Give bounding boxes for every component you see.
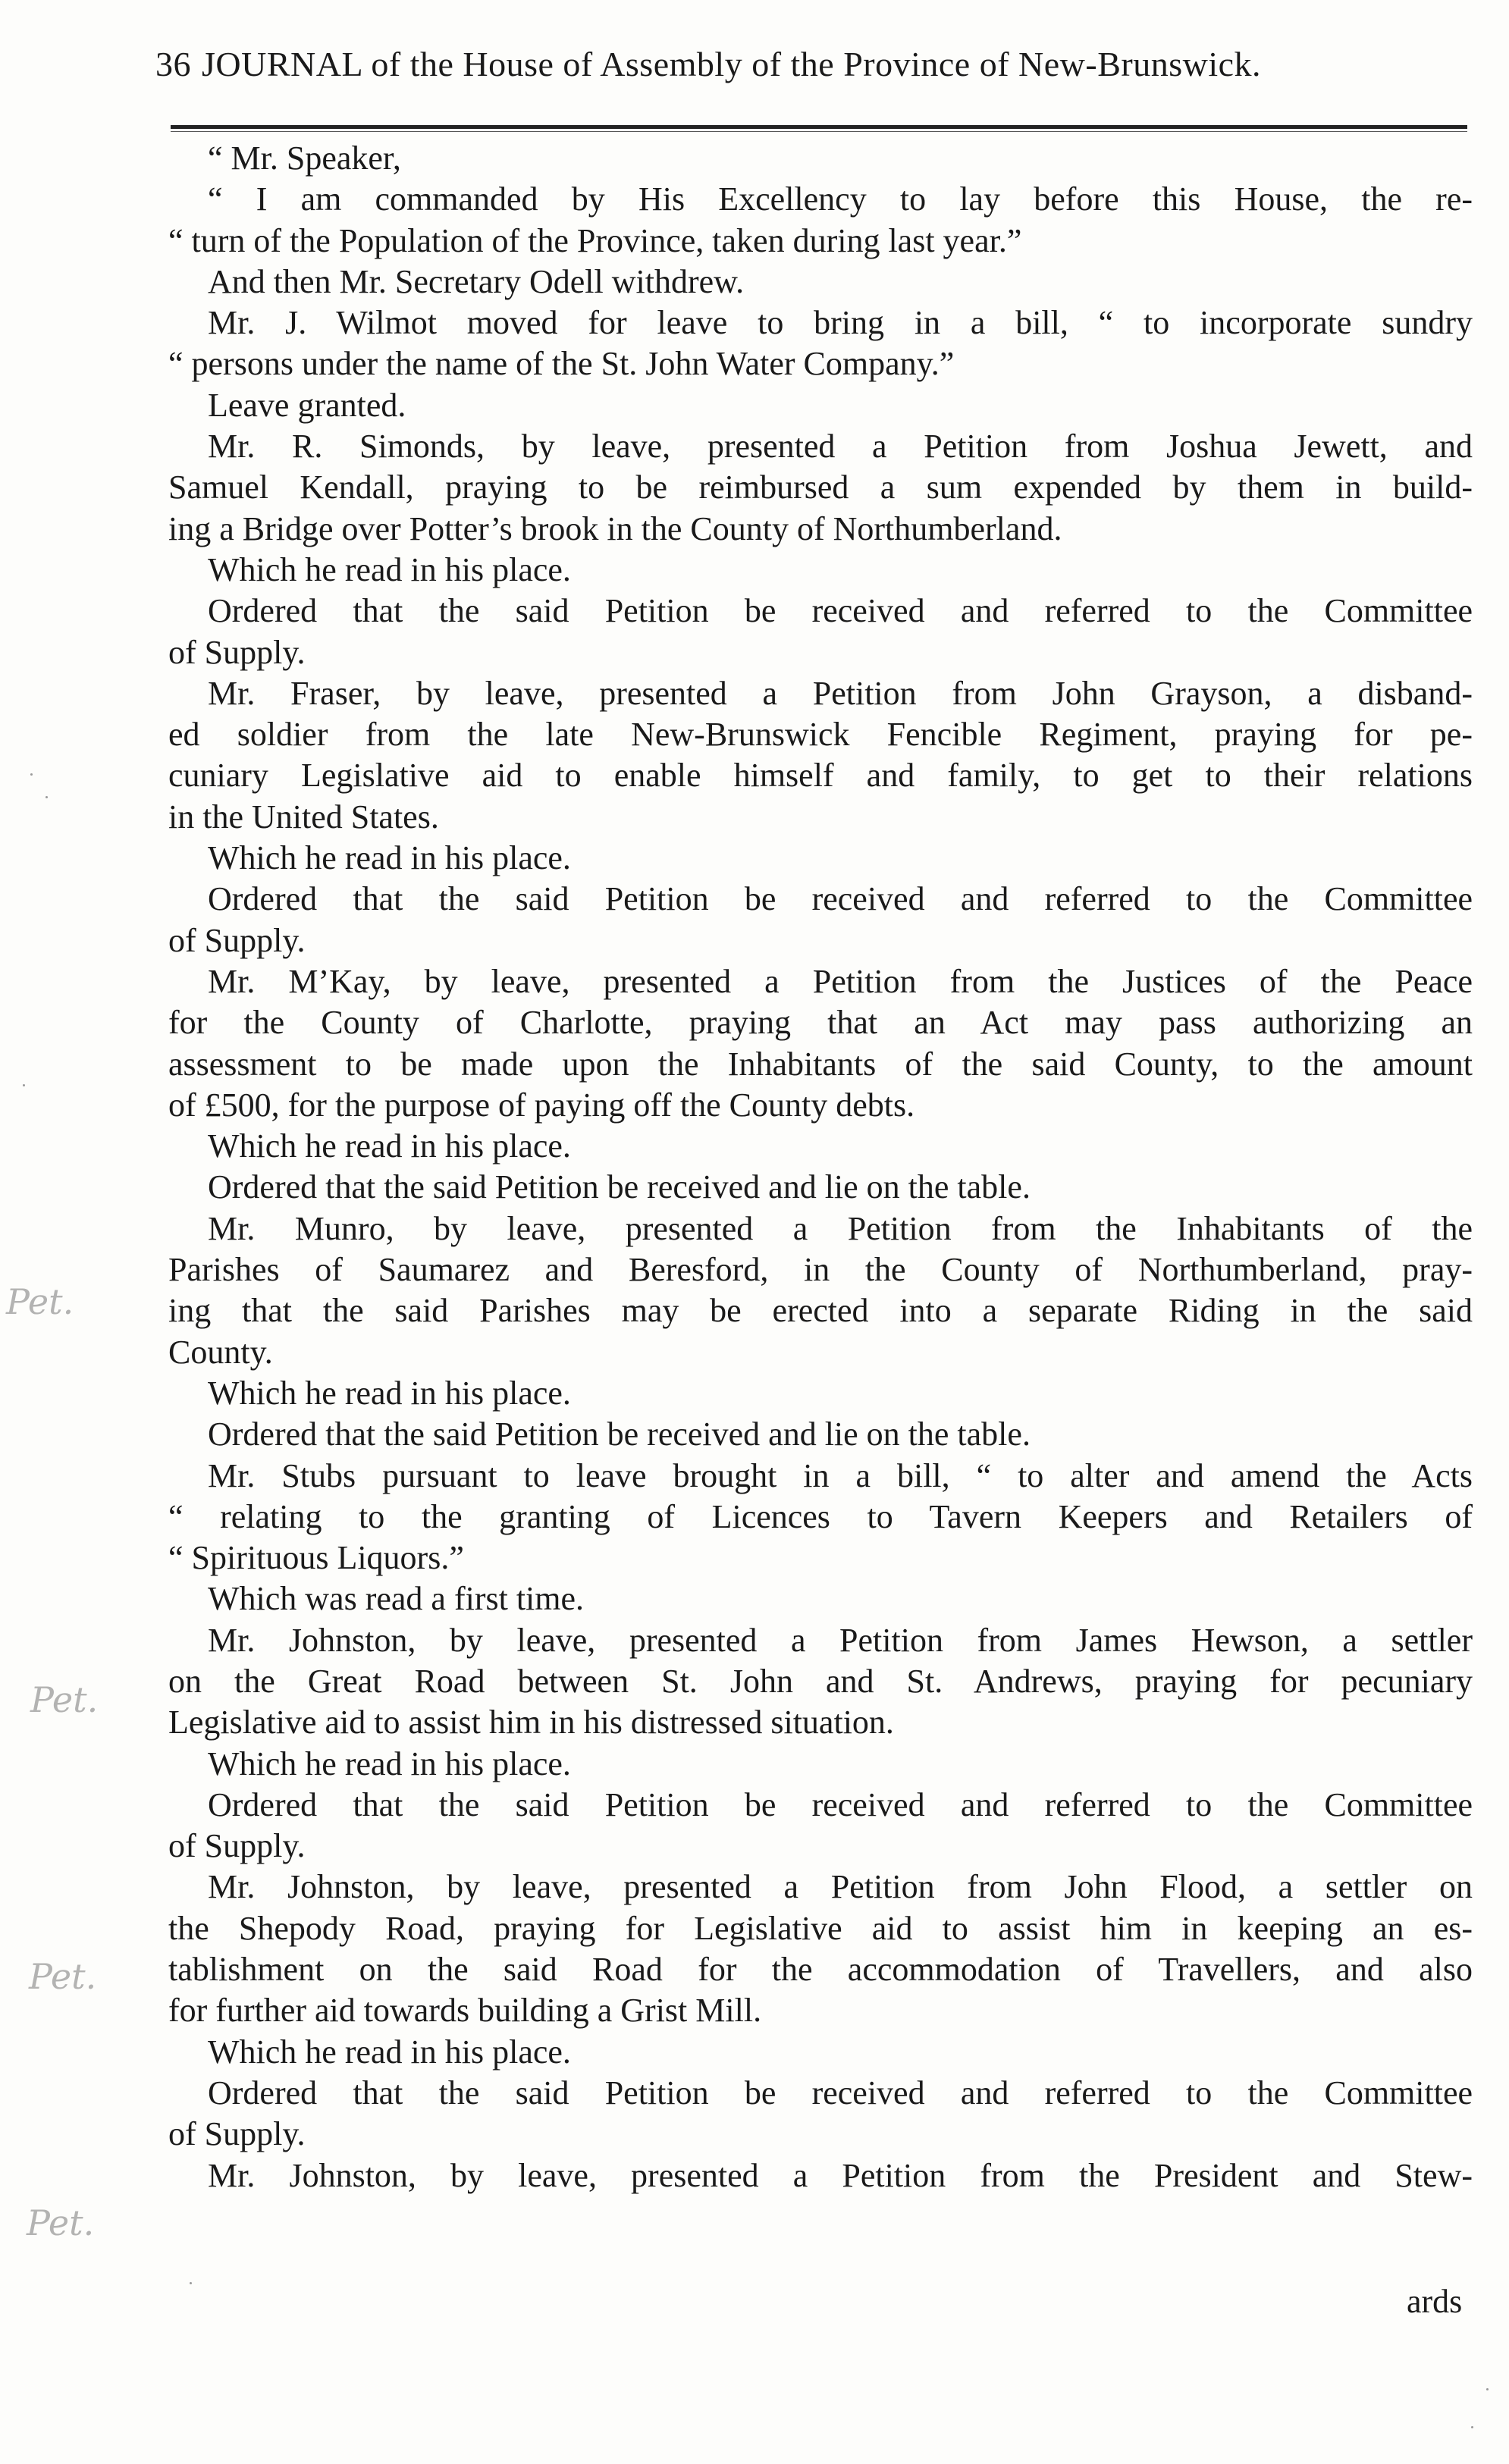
paper-speck xyxy=(30,773,33,776)
text-line: of Supply. xyxy=(168,633,306,671)
text-line: Which was read a first time. xyxy=(208,1580,585,1618)
margin-annotation: Pet. xyxy=(30,1679,99,1720)
text-line: “ I am commanded by His Excellency to lay before this House, the re- xyxy=(208,180,1473,218)
text-line: Which he read in his place. xyxy=(208,839,571,877)
text-line: Mr. Johnston, by leave, presented a Petition from John Flood, a settler on xyxy=(208,1868,1473,1906)
text-line: on the Great Road between St. John and St. Andrews, praying for pecuniary xyxy=(168,1662,1473,1700)
text-line: Mr. M’Kay, by leave, presented a Petition from the Justices of the Peace xyxy=(208,962,1473,1000)
text-line: of Supply. xyxy=(168,2115,306,2153)
text-line: “ relating to the granting of Licences to Tavern Keepers and Retailers of xyxy=(168,1497,1473,1535)
text-line: Mr. J. Wilmot moved for leave to bring in a bill, “ to incorporate sundry xyxy=(208,304,1473,342)
paper-speck xyxy=(1471,2426,1473,2428)
text-line: Mr. R. Simonds, by leave, presented a Petition from Joshua Jewett, and xyxy=(208,428,1473,466)
text-line: Mr. Stubs pursuant to leave brought in a bill, “ to alter and amend the Acts xyxy=(208,1456,1473,1494)
running-header xyxy=(155,44,1475,84)
margin-annotation: Pet. xyxy=(6,1281,74,1322)
body-text xyxy=(168,138,1473,2196)
header-rule-thin xyxy=(171,131,1467,132)
paper-speck xyxy=(23,1084,25,1086)
text-line: Mr. Fraser, by leave, presented a Petition from John Grayson, a disband- xyxy=(208,674,1473,712)
text-line: Ordered that the said Petition be received and referred to the Committee xyxy=(208,2074,1473,2111)
text-line: Ordered that the said Petition be received and referred to the Committee xyxy=(208,1785,1473,1823)
text-line: of Supply. xyxy=(168,1827,306,1865)
text-line: “ persons under the name of the St. John Water Company.” xyxy=(168,345,955,383)
text-line: assessment to be made upon the Inhabitants of the said County, to the amount xyxy=(168,1045,1473,1083)
running-title: JOURNAL of the House of Assembly of the Province of New-Brunswick. xyxy=(202,45,1262,83)
text-line: ing that the said Parishes may be erected into a separate Riding in the said xyxy=(168,1292,1473,1330)
margin-annotation: Pet. xyxy=(27,2202,95,2243)
text-line: Ordered that the said Petition be received and referred to the Committee xyxy=(208,880,1473,918)
text-line: for further aid towards building a Grist Mill. xyxy=(168,1992,762,2030)
text-line: And then Mr. Secretary Odell withdrew. xyxy=(208,262,745,300)
text-line: “ turn of the Population of the Province, taken during last year.” xyxy=(168,221,1022,259)
text-line: of Supply. xyxy=(168,921,306,959)
text-line: Which he read in his place. xyxy=(208,550,571,588)
text-line: of £500, for the purpose of paying off the County debts. xyxy=(168,1086,915,1124)
text-line: tablishment on the said Road for the accommodation of Travellers, and also xyxy=(168,1951,1473,1989)
text-line: “ Spirituous Liquors.” xyxy=(168,1539,464,1577)
text-line: Parishes of Saumarez and Beresford, in the County of Northumberland, pray- xyxy=(168,1251,1473,1289)
text-line: in the United States. xyxy=(168,798,439,835)
text-line: the Shepody Road, praying for Legislative aid to assist him in keeping an es- xyxy=(168,1909,1473,1947)
text-line: County. xyxy=(168,1333,273,1371)
text-line: Which he read in his place. xyxy=(208,1745,571,1782)
margin-annotation: Pet. xyxy=(29,1956,97,1997)
text-line: Which he read in his place. xyxy=(208,2033,571,2071)
text-line: Which he read in his place. xyxy=(208,1127,571,1165)
paper-speck xyxy=(190,2282,192,2284)
catchword: ards xyxy=(1407,2283,1463,2320)
text-line: cuniary Legislative aid to enable himself and family, to get to their relations xyxy=(168,757,1473,795)
text-line: Ordered that the said Petition be received and lie on the table. xyxy=(208,1415,1031,1453)
text-line: Samuel Kendall, praying to be reimbursed a sum expended by them in build- xyxy=(168,469,1473,506)
text-line: Mr. Johnston, by leave, presented a Petition from the President and Stew- xyxy=(208,2156,1473,2194)
paper-speck xyxy=(45,796,48,798)
text-line: Legislative aid to assist him in his distressed situation. xyxy=(168,1704,894,1741)
text-line: Leave granted. xyxy=(208,386,406,424)
text-line: “ Mr. Speaker, xyxy=(208,140,401,177)
page-number: 36 xyxy=(155,45,191,83)
text-line: Ordered that the said Petition be received and lie on the table. xyxy=(208,1168,1031,1206)
paper-speck xyxy=(1486,2388,1489,2390)
text-line: Mr. Johnston, by leave, presented a Petition from James Hewson, a settler xyxy=(208,1621,1473,1659)
text-line: Which he read in his place. xyxy=(208,1374,571,1412)
text-line: ed soldier from the late New-Brunswick Fencible Regiment, praying for pe- xyxy=(168,716,1473,754)
text-line: Mr. Munro, by leave, presented a Petition from the Inhabitants of the xyxy=(208,1209,1473,1247)
text-line: ing a Bridge over Potter’s brook in the County of Northumberland. xyxy=(168,509,1062,547)
text-line: for the County of Charlotte, praying that an Act may pass authorizing an xyxy=(168,1004,1473,1042)
header-rule xyxy=(171,125,1467,129)
text-line: Ordered that the said Petition be received and referred to the Committee xyxy=(208,592,1473,630)
